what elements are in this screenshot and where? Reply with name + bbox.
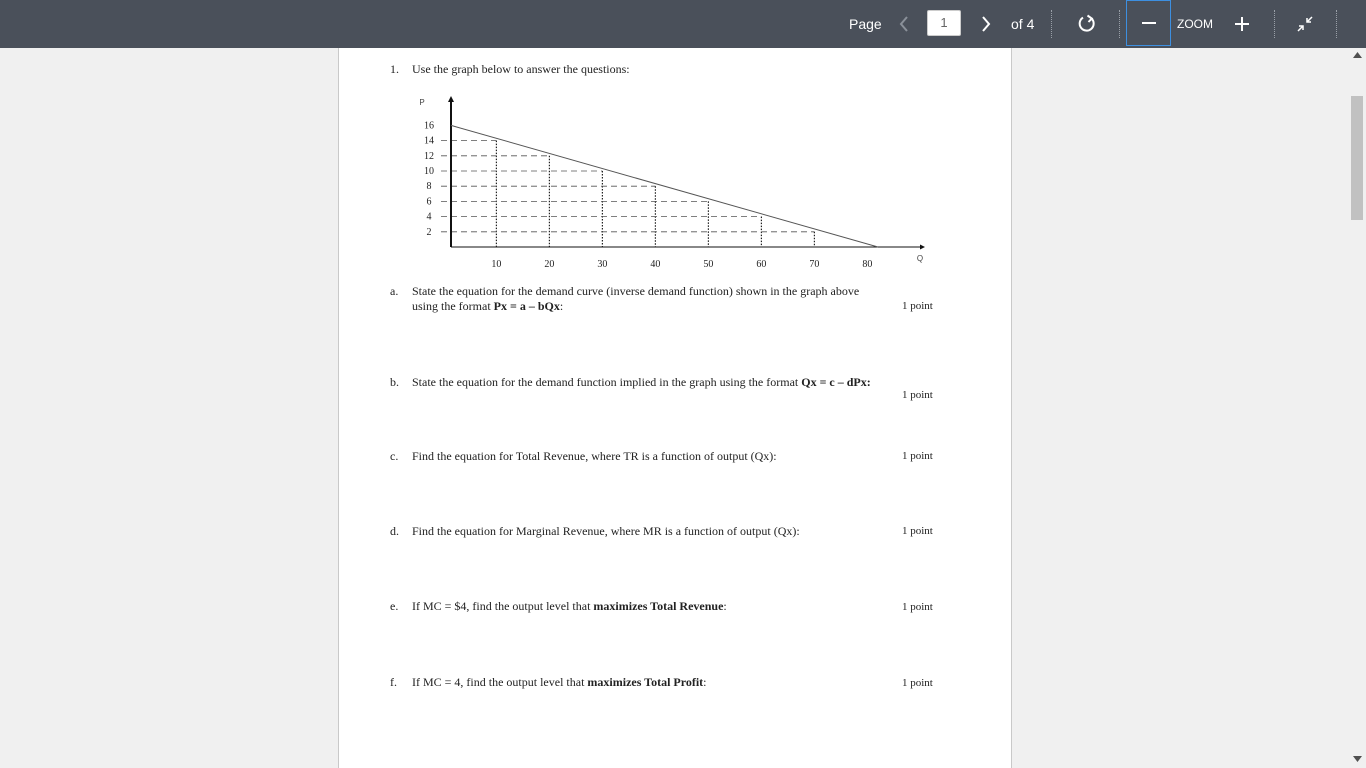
exit-fullscreen-button[interactable] <box>1293 0 1317 48</box>
chevron-right-icon <box>980 15 992 33</box>
vertical-scrollbar[interactable] <box>1349 48 1366 768</box>
item-f-emphasis: maximizes Total Profit <box>587 675 704 689</box>
item-a-text-line2: using the format Px = a – bQx: <box>412 299 564 313</box>
x-tick-label: 10 <box>491 259 502 270</box>
item-f-letter: f. <box>390 675 397 689</box>
item-c-points: 1 point <box>902 450 933 462</box>
toolbar-divider <box>1051 10 1052 38</box>
x-axis-label: Q <box>916 254 924 263</box>
item-a-letter: a. <box>390 284 399 298</box>
item-b-points: 1 point <box>902 389 933 401</box>
y-axis-label: P <box>419 98 425 107</box>
item-f-text <box>412 675 707 690</box>
item-c-letter: c. <box>390 449 399 463</box>
item-e-text-prefix: If MC = $4, find the output level that <box>412 599 594 613</box>
page-count: of 4 <box>1011 16 1035 32</box>
pdf-toolbar <box>0 0 1366 48</box>
item-e-emphasis: maximizes Total Revenue <box>593 599 724 613</box>
toolbar-divider <box>1274 10 1275 38</box>
item-d-points: 1 point <box>902 525 933 537</box>
toolbar-divider <box>1336 10 1337 38</box>
item-a-text: State the equation for the demand curve (inverse demand function) shown in the graph above <box>412 284 860 298</box>
x-tick-label: 20 <box>544 259 555 270</box>
y-tick-label: 10 <box>424 166 434 177</box>
zoom-out-button[interactable] <box>1126 0 1171 46</box>
y-tick-label: 8 <box>426 181 432 193</box>
scroll-down-icon <box>1353 756 1362 762</box>
question-number: 1. <box>390 62 399 76</box>
item-c-text: Find the equation for Total Revenue, where TR is a function of output (Qx): <box>412 449 777 463</box>
rotate-icon <box>1077 14 1097 34</box>
item-f-text-prefix: If MC = 4, find the output level that <box>412 675 588 689</box>
y-tick-label: 14 <box>424 135 434 147</box>
page-label: Page <box>849 16 882 32</box>
item-b-text-prefix: State the equation for the demand function implied in the graph using the format <box>412 375 802 389</box>
item-d-letter: d. <box>390 524 399 538</box>
x-tick-label: 30 <box>597 259 608 270</box>
item-b-text <box>412 375 871 390</box>
next-page-button[interactable] <box>975 0 997 48</box>
chevron-left-icon <box>898 15 910 33</box>
item-a-points: 1 point <box>902 300 933 312</box>
x-tick-label: 70 <box>809 259 820 270</box>
item-a-format: Px = a – bQx <box>493 299 560 313</box>
item-e-letter: e. <box>390 599 399 613</box>
x-tick-label: 60 <box>756 259 767 270</box>
x-tick-label: 40 <box>650 259 661 270</box>
item-f-points: 1 point <box>902 677 933 689</box>
y-tick-label: 2 <box>426 226 432 238</box>
demand-chart <box>400 92 960 272</box>
plus-icon <box>1234 16 1250 32</box>
item-f-text-suffix: : <box>703 675 707 689</box>
page-number-input[interactable]: 1 <box>927 10 961 36</box>
item-b-letter: b. <box>390 375 399 389</box>
rotate-button[interactable] <box>1073 0 1101 48</box>
y-tick-label: 12 <box>424 150 434 162</box>
y-tick-label: 4 <box>426 211 432 223</box>
y-tick-label: 6 <box>426 196 432 208</box>
x-tick-label: 80 <box>862 259 873 270</box>
scroll-up-icon <box>1353 52 1362 58</box>
y-tick-label: 16 <box>424 120 434 132</box>
x-tick-label: 50 <box>703 259 714 270</box>
pdf-page <box>338 48 1012 768</box>
item-e-text <box>412 599 727 614</box>
x-axis-arrow <box>920 245 925 250</box>
item-e-text-suffix: : <box>723 599 727 613</box>
zoom-label: ZOOM <box>1177 17 1213 31</box>
item-e-points: 1 point <box>902 601 933 613</box>
prev-page-button[interactable] <box>893 0 915 48</box>
item-b-format: Qx = c – dPx: <box>801 375 871 389</box>
scrollbar-thumb[interactable] <box>1351 96 1363 220</box>
toolbar-divider <box>1119 10 1120 38</box>
question-text: Use the graph below to answer the questions: <box>412 62 630 76</box>
y-axis-arrow <box>448 96 454 102</box>
item-d-text: Find the equation for Marginal Revenue, where MR is a function of output (Qx): <box>412 524 800 538</box>
item-a-format-prefix: using the format <box>412 299 494 313</box>
collapse-icon <box>1296 15 1314 33</box>
zoom-in-button[interactable] <box>1231 0 1253 48</box>
minus-icon <box>1141 15 1157 31</box>
